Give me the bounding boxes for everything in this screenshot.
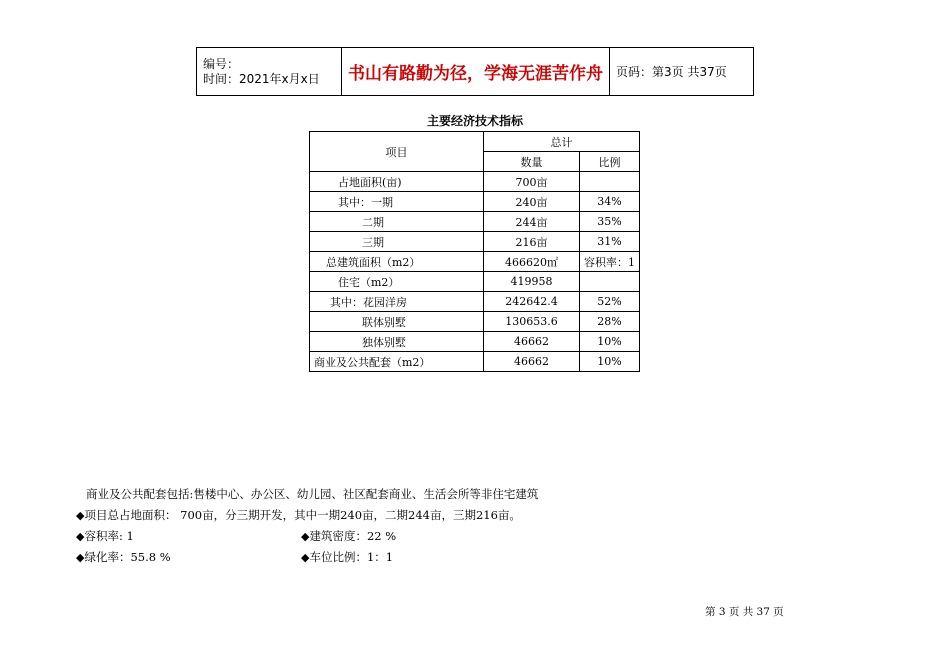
- building-density-text: 建筑密度：22 %: [309, 529, 397, 543]
- row-item: 占地面积(亩): [310, 172, 484, 192]
- parking-ratio-text: 车位比例：1：1: [309, 550, 394, 564]
- row-qty: 419958: [483, 272, 579, 292]
- bullet-diamond-icon: ◆: [76, 509, 85, 522]
- time-label: 时间：2021年x月x日: [203, 71, 320, 86]
- row-ratio: [580, 272, 640, 292]
- table-row: [310, 312, 640, 332]
- row-ratio: 28%: [580, 312, 640, 332]
- economic-indicators-table: [309, 131, 640, 372]
- row-ratio: 35%: [580, 212, 640, 232]
- row-ratio: 34%: [580, 192, 640, 212]
- row-qty: 242642.4: [483, 292, 579, 312]
- site-area-text: 项目总占地面积： 700亩，分三期开发，其中一期240亩，二期244亩，三期216亩。: [84, 508, 521, 522]
- row-ratio: 10%: [580, 352, 640, 372]
- row-qty: 46662: [483, 332, 579, 352]
- head-qty: 数量: [483, 152, 579, 172]
- table-row: [310, 192, 640, 212]
- bullet-diamond-icon: ◆: [301, 530, 310, 543]
- table-row: [310, 272, 640, 292]
- row-ratio: [580, 172, 640, 192]
- table-row: [310, 212, 640, 232]
- row-ratio: 31%: [580, 232, 640, 252]
- row-ratio: 10%: [580, 332, 640, 352]
- site-area-line: [76, 507, 521, 523]
- row-qty: 244亩: [483, 212, 579, 232]
- plot-ratio-text: 容积率: 1: [84, 529, 134, 543]
- row-ratio: 52%: [580, 292, 640, 312]
- table-row: [310, 172, 640, 192]
- motto: 书山有路勤为径，学海无涯苦作舟: [342, 48, 610, 96]
- green-ratio-text: 绿化率：55.8 %: [84, 550, 171, 564]
- head-item: 项目: [310, 132, 484, 172]
- table-row: [310, 252, 640, 272]
- table-row: [310, 332, 640, 352]
- table-row: [310, 232, 640, 252]
- table-row: [310, 352, 640, 372]
- header-left-cell: [197, 48, 342, 96]
- page-footer: 第 3 页 共 37 页: [705, 606, 784, 618]
- number-label: 编号：: [203, 56, 240, 71]
- building-density-line: [301, 528, 396, 544]
- row-qty: 130653.6: [483, 312, 579, 332]
- bullet-diamond-icon: ◆: [301, 551, 310, 564]
- row-qty: 700亩: [483, 172, 579, 192]
- row-item: 三期: [310, 232, 484, 252]
- row-qty: 240亩: [483, 192, 579, 212]
- row-qty: 46662: [483, 352, 579, 372]
- row-item: 商业及公共配套（m2）: [310, 352, 484, 372]
- parking-ratio-line: [301, 549, 393, 565]
- row-item: 住宅（m2）: [310, 272, 484, 292]
- green-ratio-line: [76, 549, 171, 565]
- head-total: 总计: [483, 132, 639, 152]
- commerce-note: 商业及公共配套包括:售楼中心、办公区、幼儿园、社区配套商业、生活会所等非住宅建筑: [86, 487, 539, 501]
- plot-ratio-line: [76, 528, 134, 544]
- row-ratio: 容积率：1: [580, 252, 640, 272]
- row-item: 总建筑面积（m2）: [310, 252, 484, 272]
- row-item: 二期: [310, 212, 484, 232]
- row-qty: 216亩: [483, 232, 579, 252]
- row-item: 其中：花园洋房: [310, 292, 484, 312]
- row-item: 其中：一期: [310, 192, 484, 212]
- row-item: 联体别墅: [310, 312, 484, 332]
- row-item: 独体别墅: [310, 332, 484, 352]
- bullet-diamond-icon: ◆: [76, 551, 85, 564]
- bullet-diamond-icon: ◆: [76, 530, 85, 543]
- head-ratio: 比例: [580, 152, 640, 172]
- table-title: 主要经济技术指标: [426, 114, 523, 128]
- table-row: [310, 292, 640, 312]
- page-info: 页码：第3页 共37页: [610, 48, 754, 96]
- document-header: [196, 47, 754, 96]
- row-qty: 466620㎡: [483, 252, 579, 272]
